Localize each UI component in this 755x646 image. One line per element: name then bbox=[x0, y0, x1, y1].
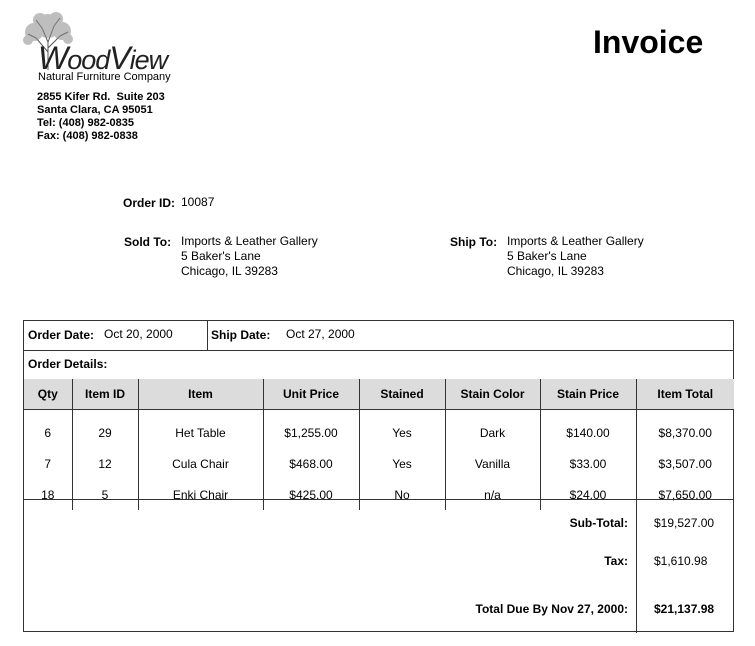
cell-stain-color: n/a bbox=[445, 479, 540, 510]
order-details-label: Order Details: bbox=[28, 357, 108, 371]
fax: Fax: (408) 982-0838 bbox=[37, 130, 138, 142]
cell-item: Het Table bbox=[138, 410, 263, 449]
cell-stain-price: $140.00 bbox=[540, 410, 636, 449]
header-item: Item bbox=[138, 379, 263, 410]
line-items-table bbox=[24, 379, 734, 510]
totals-divider bbox=[636, 500, 637, 633]
sold-to-line-2: 5 Baker's Lane bbox=[181, 249, 261, 263]
cell-stain-price: $24.00 bbox=[540, 479, 636, 510]
cell-item: Cula Chair bbox=[138, 448, 263, 479]
cell-unit-price: $425.00 bbox=[263, 479, 359, 510]
company-address bbox=[37, 91, 165, 143]
tax-label: Tax: bbox=[604, 554, 628, 568]
tax-value: $1,610.98 bbox=[654, 554, 708, 568]
cell-qty: 18 bbox=[24, 479, 72, 510]
address-line-1: 2855 Kifer Rd. Suite 203 bbox=[37, 91, 165, 103]
ship-to-address bbox=[507, 234, 644, 279]
order-date-value: Oct 20, 2000 bbox=[104, 327, 173, 341]
cell-stained: No bbox=[359, 479, 445, 510]
document-title: Invoice bbox=[593, 24, 704, 60]
total-due-label: Total Due By Nov 27, 2000: bbox=[475, 602, 628, 616]
ship-to-line-1: Imports & Leather Gallery bbox=[507, 234, 644, 248]
cell-item-id: 12 bbox=[72, 448, 138, 479]
sold-to-line-3: Chicago, IL 39283 bbox=[181, 264, 278, 278]
cell-item: Enki Chair bbox=[138, 479, 263, 510]
sold-to-label: Sold To: bbox=[124, 235, 172, 249]
company-logo-wordmark: WoodView bbox=[38, 40, 168, 76]
order-date-label: Order Date: bbox=[28, 328, 95, 342]
cell-item-total: $3,507.00 bbox=[658, 456, 712, 471]
table-row bbox=[24, 410, 734, 449]
table-row bbox=[24, 448, 734, 479]
ship-to-label: Ship To: bbox=[450, 235, 498, 249]
cell-unit-price: $468.00 bbox=[263, 448, 359, 479]
cell-item-id: 29 bbox=[72, 410, 138, 449]
invoice-table-frame bbox=[23, 320, 734, 632]
header-stain-price: Stain Price bbox=[540, 379, 636, 410]
header-qty: Qty bbox=[24, 379, 72, 410]
subtotal-value: $19,527.00 bbox=[654, 516, 715, 530]
cell-stained: Yes bbox=[359, 410, 445, 449]
table-header-row bbox=[24, 379, 734, 410]
header-stain-color: Stain Color bbox=[445, 379, 540, 410]
cell-stain-color: Dark bbox=[445, 410, 540, 449]
header-unit-price: Unit Price bbox=[263, 379, 359, 410]
phone: Tel: (408) 982-0835 bbox=[37, 117, 135, 129]
ship-to-line-2: 5 Baker's Lane bbox=[507, 249, 587, 263]
cell-qty: 6 bbox=[24, 410, 72, 449]
sold-to-address bbox=[181, 234, 318, 279]
ship-date-label: Ship Date: bbox=[211, 328, 271, 342]
cell-unit-price: $1,255.00 bbox=[263, 410, 359, 449]
cell-item-total: $8,370.00 bbox=[658, 425, 712, 440]
cell-item-total: $7,650.00 bbox=[658, 487, 712, 502]
cell-item-id: 5 bbox=[72, 479, 138, 510]
subtotal-label: Sub-Total: bbox=[569, 516, 628, 530]
address-line-2: Santa Clara, CA 95051 bbox=[37, 104, 153, 116]
cell-qty: 7 bbox=[24, 448, 72, 479]
header-stained: Stained bbox=[359, 379, 445, 410]
header-item-total: Item Total bbox=[636, 379, 734, 410]
order-date-cell bbox=[24, 321, 208, 350]
order-details-row bbox=[24, 350, 733, 380]
order-id-label: Order ID: bbox=[123, 196, 176, 210]
dates-row bbox=[24, 321, 733, 351]
totals-section bbox=[24, 499, 734, 616]
cell-stained: Yes bbox=[359, 448, 445, 479]
ship-to-line-3: Chicago, IL 39283 bbox=[507, 264, 604, 278]
header-item-id: Item ID bbox=[72, 379, 138, 410]
company-tagline: Natural Furniture Company bbox=[38, 71, 171, 83]
total-due-value: $21,137.98 bbox=[654, 602, 715, 616]
sold-to-line-1: Imports & Leather Gallery bbox=[181, 234, 318, 248]
ship-date-value: Oct 27, 2000 bbox=[286, 327, 355, 341]
cell-stain-price: $33.00 bbox=[540, 448, 636, 479]
cell-stain-color: Vanilla bbox=[445, 448, 540, 479]
table-row bbox=[24, 479, 734, 510]
order-id-value: 10087 bbox=[181, 195, 215, 209]
